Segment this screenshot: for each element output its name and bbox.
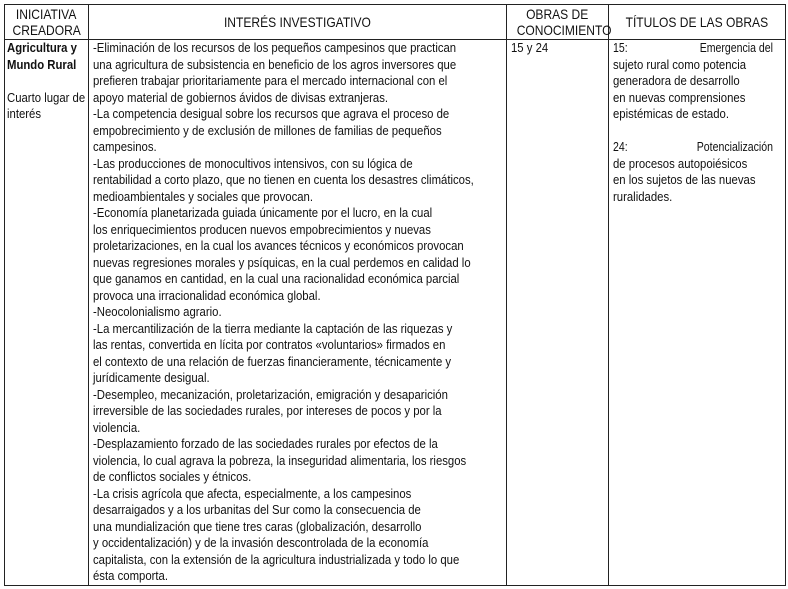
titulo-number: 15: [613,40,628,55]
interes-line: violencia, lo cual agrava la pobreza, la inseguridad alimentaria, los riesgos [93,452,467,468]
table-row [5,40,786,586]
interes-line: violencia. [93,419,141,435]
interes-line: nuevas regresiones morales y psíquicas, en la cual perdemos en calidad lo [93,254,471,270]
interes-line: -Economía planetarizada guiada únicamente por el lucro, en la cual [93,205,433,220]
header-titulos [609,5,786,40]
interes-line: y occidentalización) y de la invasión descontrolada de la economía [93,535,429,550]
interes-line: apoyo material de gobiernos ávidos de divisas extranjeras. [93,89,389,105]
interes-line: jurídicamente desigual. [93,370,210,385]
interes-line: una mundialización que tiene tres caras (globalización, desarrollo [93,518,422,534]
interes-line: las rentas, convertida en lícita por contratos «voluntarios» firmados en [93,337,446,352]
interes-line: -Desplazamiento forzado de las sociedades rurales por efectos de la [93,436,438,451]
titulo-line: en nuevas comprensiones [613,89,746,105]
interes-line: -La mercantilización de la tierra mediante la captación de las riquezas y [93,320,453,336]
interes-line: -La competencia desigual sobre los recursos que agrava el proceso de [93,106,450,121]
iniciativa-title: Mundo Rural [7,56,77,72]
iniciativa-note: interés [7,106,42,121]
interes-line: -Desempleo, mecanización, proletarización, emigración y desaparición [93,386,448,402]
interes-line: empobrecimiento y de exclusión de millones de familias de pequeños [93,122,442,138]
iniciativa-note: Cuarto lugar de [7,89,86,105]
research-table [4,4,786,586]
titulo-line: de procesos autopoiésicos [613,155,748,171]
header-line: OBRAS DE [526,6,589,22]
iniciativa-title: Agricultura y [7,40,77,55]
header-obras [507,5,612,40]
cell-obras [507,40,609,586]
header-interes [89,5,507,40]
interes-line: medioambientales y sociales que provocan. [93,188,314,204]
titulo-line: generadora de desarrollo [613,73,740,88]
cell-iniciativa [5,40,89,586]
cell-interes [89,40,507,586]
header-line: INICIATIVA [16,6,77,22]
interes-line: -Las producciones de monocultivos intensivos, con su lógica de [93,155,413,171]
interes-line: que ganamos en cantidad, en la cual una racionalidad económica parcial [93,271,460,286]
titulo-first-line: 15: Emergencia del [613,40,773,55]
interes-line: de conflictos sociales y étnicos. [93,469,252,484]
interes-line: campesinos. [93,139,157,154]
header-line: INTERÉS INVESTIGATIVO [224,14,371,30]
interes-line: una agricultura de subsistencia en beneficio de los agros inversores que [93,56,457,72]
header-line: CREADORA [12,22,81,38]
header-iniciativa [5,5,89,40]
interes-line: -La crisis agrícola que afecta, especialmente, a los campesinos [93,485,412,501]
obras-value: 15 y 24 [511,40,549,55]
interes-line: proletarizaciones, en la cual los avances técnicos y económicos provocan [93,238,464,253]
interes-line: ésta comporta. [93,568,169,583]
interes-line: desarraigados y a los urbanitas del Sur como la consecuencia de [93,502,421,517]
interes-line: los enriquecimientos producen nuevos empobrecimientos y nuevas [93,221,431,237]
header-line: TÍTULOS DE LAS OBRAS [625,14,769,30]
interes-line: prefieren trabajar prioritariamente para el mercado internacional con el [93,73,448,88]
interes-line: el contexto de una relación de fuerzas financieramente, técnicamente y [93,353,452,369]
interes-line: provoca una irracionalidad económica global. [93,287,321,303]
header-line: CONOCIMIENTO [516,22,612,38]
titulo-first-line: 24: Potencialización [613,139,773,154]
titulo-line: ruralidades. [613,188,673,204]
interes-line: irreversible de las sociedades rurales, por intereses de pocos y por la [93,403,442,418]
interes-line: -Neocolonialismo agrario. [93,304,222,319]
header-row [5,5,786,40]
interes-line: rentabilidad a corto plazo, que no tienen en cuenta los desastres climáticos, [93,172,474,187]
titulo-line: en los sujetos de las nuevas [613,172,756,187]
titulo-line: epistémicas de estado. [613,106,730,121]
cell-titulos [609,40,786,586]
interes-line: capitalista, con la extensión de la agricultura industrializada y todo lo que [93,551,460,567]
interes-line: -Eliminación de los recursos de los pequeños campesinos que practican [93,40,457,55]
titulo-line: sujeto rural como potencia [613,56,747,72]
titulo-number: 24: [613,139,628,154]
